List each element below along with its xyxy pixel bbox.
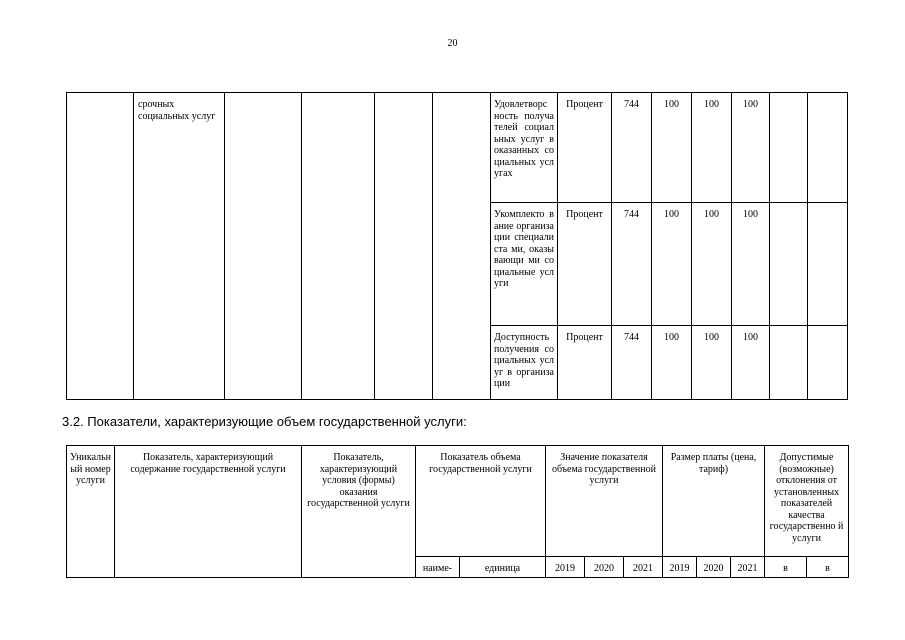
volume-indicators-table — [66, 445, 849, 578]
subheader-deviation: в — [765, 557, 807, 578]
value-2021: 100 — [732, 203, 770, 326]
table-row — [67, 93, 848, 203]
empty-cell — [808, 203, 848, 326]
subheader-year: 2020 — [585, 557, 624, 578]
okei-code: 744 — [612, 93, 652, 203]
value-2021: 100 — [732, 326, 770, 400]
subheader-fee-year: 2021 — [731, 557, 765, 578]
indicator-name: Укомплекто вание организации специалиста ми, оказывающи ми социальные услуги — [491, 203, 558, 326]
value-2019: 100 — [652, 203, 692, 326]
service-name-cell: срочных социальных услуг — [134, 93, 225, 400]
indicator-name: Доступность получения социальных услуг в организации — [491, 326, 558, 400]
header-volume: Показатель объема государственной услуги — [416, 446, 546, 557]
indicator-name: Удовлетворс ность получателей социальных услуг в оказанных социальных услугах — [491, 93, 558, 203]
value-2020: 100 — [692, 326, 732, 400]
subheader-name: наиме- — [416, 557, 460, 578]
okei-code: 744 — [612, 326, 652, 400]
header-row — [67, 446, 849, 557]
value-2019: 100 — [652, 326, 692, 400]
header-fee: Размер платы (цена, тариф) — [663, 446, 765, 557]
empty-cell — [67, 93, 134, 400]
subheader-deviation: в — [807, 557, 849, 578]
value-2019: 100 — [652, 93, 692, 203]
empty-cell — [808, 326, 848, 400]
indicator-unit: Процент — [558, 203, 612, 326]
value-2020: 100 — [692, 93, 732, 203]
empty-cell — [302, 93, 375, 400]
empty-cell — [375, 93, 433, 400]
subheader-year: 2021 — [624, 557, 663, 578]
empty-cell — [808, 93, 848, 203]
header-unique-number: Уникальн ый номер услуги — [67, 446, 115, 578]
value-2020: 100 — [692, 203, 732, 326]
empty-cell — [433, 93, 491, 400]
header-conditions: Показатель, характеризующий условия (формы) оказания государственной услуги — [302, 446, 416, 578]
value-2021: 100 — [732, 93, 770, 203]
subheader-year: 2019 — [546, 557, 585, 578]
subheader-unit: единица — [460, 557, 546, 578]
indicator-unit: Процент — [558, 93, 612, 203]
subheader-fee-year: 2019 — [663, 557, 697, 578]
empty-cell — [770, 203, 808, 326]
subheader-fee-year: 2020 — [697, 557, 731, 578]
quality-indicators-table — [66, 92, 848, 400]
page-number: 20 — [447, 38, 458, 49]
empty-cell — [770, 326, 808, 400]
okei-code: 744 — [612, 203, 652, 326]
header-value: Значение показателя объема государственной услуги — [546, 446, 663, 557]
section-title: 3.2. Показатели, характеризующие объем государственной услуги: — [62, 414, 467, 429]
header-deviation: Допустимые (возможные) отклонения от установленных показателей качества государственно й услуги — [765, 446, 849, 557]
empty-cell — [770, 93, 808, 203]
empty-cell — [225, 93, 302, 400]
indicator-unit: Процент — [558, 326, 612, 400]
header-content: Показатель, характеризующий содержание государственной услуги — [115, 446, 302, 578]
